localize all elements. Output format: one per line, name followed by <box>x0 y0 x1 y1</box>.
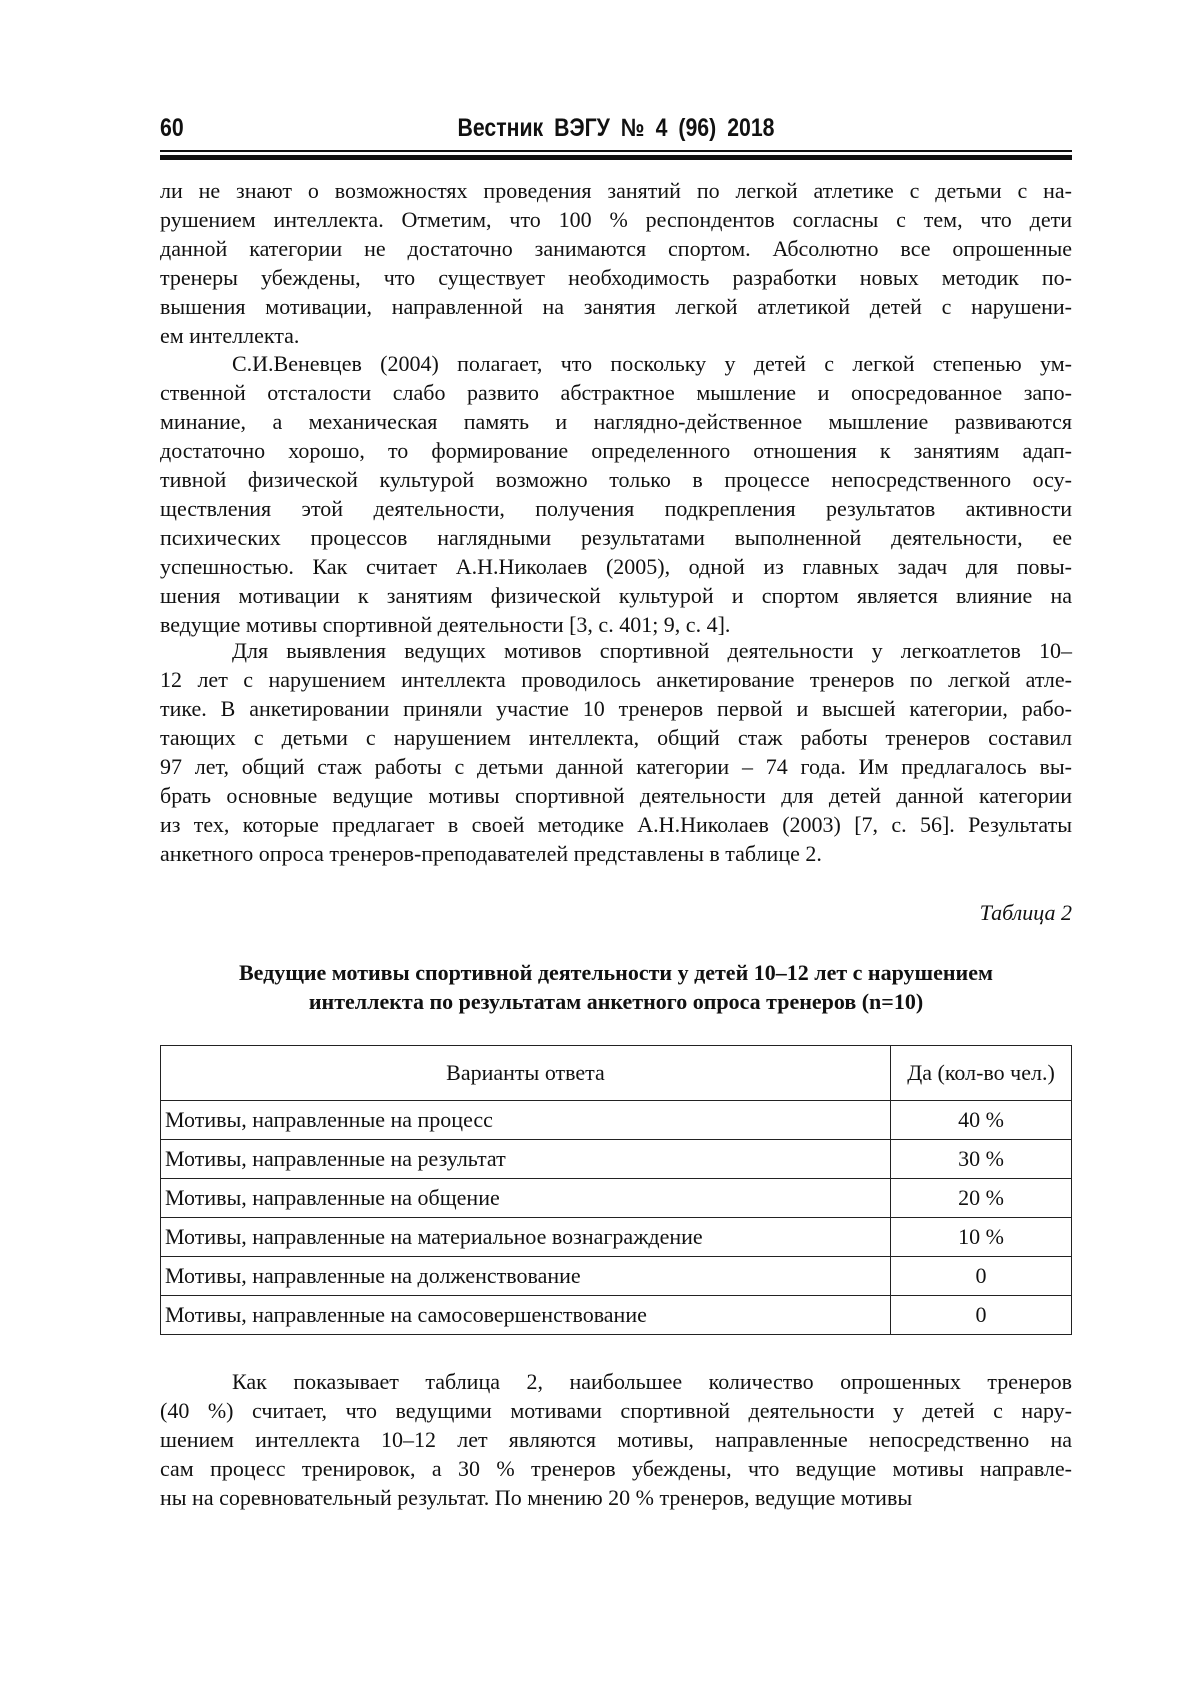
text-line: 12 лет с нарушением интеллекта проводилось анкетирование тренеров по легкой атле- <box>160 667 1072 692</box>
table-row <box>161 1179 1072 1218</box>
text-line: (40 %) считает, что ведущими мотивами спортивной деятельности у детей с нару- <box>160 1398 1072 1423</box>
motives-table <box>160 1045 1072 1335</box>
text-line: психических процессов наглядными результатами выполненной деятельности, ее <box>160 525 1072 550</box>
table-row <box>161 1140 1072 1179</box>
text-line: шения мотивации к занятиям физической культурой и спортом является влияние на <box>160 583 1072 608</box>
text-line: тренеры убеждены, что существует необходимость разработки новых методик по- <box>160 265 1072 290</box>
table-header-row <box>161 1046 1072 1101</box>
value-cell: 10 % <box>891 1218 1072 1257</box>
table-title <box>160 958 1072 1016</box>
text-line: вышения мотивации, направленной на занятия легкой атлетикой детей с нарушени- <box>160 294 1072 319</box>
text-line: достаточно хорошо, то формирование определенного отношения к занятиям адап- <box>160 438 1072 463</box>
answer-cell: Мотивы, направленные на результат <box>161 1140 891 1179</box>
closing-paragraph <box>160 1367 1072 1512</box>
text-line: Как показывает таблица 2, наибольшее количество опрошенных тренеров <box>232 1369 1072 1394</box>
text-line: ем интеллекта. <box>160 323 300 348</box>
text-line: тивной физической культурой возможно только в процессе непосредственного осу- <box>160 467 1072 492</box>
answer-cell: Мотивы, направленные на процесс <box>161 1101 891 1140</box>
text-line: ственной отсталости слабо развито абстрактное мышление и опосредованное запо- <box>160 380 1072 405</box>
header-rule-thick <box>160 155 1072 160</box>
text-line: минание, а механическая память и наглядно-действенное мышление развиваются <box>160 409 1072 434</box>
answer-cell: Мотивы, направленные на долженствование <box>161 1257 891 1296</box>
table-row <box>161 1296 1072 1335</box>
table-row <box>161 1101 1072 1140</box>
table-row <box>161 1218 1072 1257</box>
table-label: Таблица 2 <box>979 900 1072 925</box>
answer-cell: Мотивы, направленные на материальное вознаграждение <box>161 1218 891 1257</box>
text-line: 97 лет, общий стаж работы с детьми данной категории – 74 года. Им предлагалось вы- <box>160 754 1072 779</box>
column-header-answer: Варианты ответа <box>161 1046 891 1101</box>
paragraph-2 <box>160 349 1072 639</box>
running-header <box>160 114 1072 146</box>
value-cell: 40 % <box>891 1101 1072 1140</box>
text-line: ны на соревновательный результат. По мнению 20 % тренеров, ведущие мотивы <box>160 1485 913 1510</box>
text-line: тающих с детьми с нарушением интеллекта, общий стаж работы тренеров составил <box>160 725 1072 750</box>
text-line: ведущие мотивы спортивной деятельности [3, с. 401; 9, с. 4]. <box>160 612 731 637</box>
column-header-yes: Да (кол-во чел.) <box>891 1046 1072 1101</box>
header-rule-thin <box>160 150 1072 152</box>
text-line: брать основные ведущие мотивы спортивной деятельности для детей данной категории <box>160 783 1072 808</box>
table-title-line: интеллекта по результатам анкетного опроса тренеров (n=10) <box>308 989 924 1014</box>
text-line: ществления этой деятельности, получения подкрепления результатов активности <box>160 496 1072 521</box>
table-title-line: Ведущие мотивы спортивной деятельности у детей 10–12 лет с нарушением <box>239 960 993 985</box>
page-number: 60 <box>160 114 184 142</box>
text-line: сам процесс тренировок, а 30 % тренеров убеждены, что ведущие мотивы направле- <box>160 1456 1072 1481</box>
journal-title: Вестник ВЭГУ № 4 (96) 2018 <box>457 114 775 142</box>
value-cell: 0 <box>891 1296 1072 1335</box>
text-line: тике. В анкетировании приняли участие 10 тренеров первой и высшей категории, рабо- <box>160 696 1072 721</box>
text-line: из тех, которые предлагает в своей методике А.Н.Николаев (2003) [7, с. 56]. Результаты <box>160 812 1072 837</box>
text-line: ли не знают о возможностях проведения занятий по легкой атлетике с детьми с на- <box>160 178 1072 203</box>
text-line: анкетного опроса тренеров-преподавателей представлены в таблице 2. <box>160 841 822 866</box>
value-cell: 20 % <box>891 1179 1072 1218</box>
text-line: успешностью. Как считает А.Н.Николаев (2005), одной из главных задач для повы- <box>160 554 1072 579</box>
answer-cell: Мотивы, направленные на самосовершенствование <box>161 1296 891 1335</box>
text-line: шением интеллекта 10–12 лет являются мотивы, направленные непосредственно на <box>160 1427 1072 1452</box>
text-line: рушением интеллекта. Отметим, что 100 % респондентов согласны с тем, что дети <box>160 207 1072 232</box>
value-cell: 0 <box>891 1257 1072 1296</box>
paragraph-3 <box>160 636 1072 868</box>
text-line: С.И.Веневцев (2004) полагает, что поскольку у детей с легкой степенью ум- <box>232 351 1072 376</box>
text-line: данной категории не достаточно занимаются спортом. Абсолютно все опрошенные <box>160 236 1072 261</box>
table-row <box>161 1257 1072 1296</box>
value-cell: 30 % <box>891 1140 1072 1179</box>
answer-cell: Мотивы, направленные на общение <box>161 1179 891 1218</box>
paragraph-1 <box>160 176 1072 350</box>
text-line: Для выявления ведущих мотивов спортивной деятельности у легкоатлетов 10– <box>232 638 1072 663</box>
